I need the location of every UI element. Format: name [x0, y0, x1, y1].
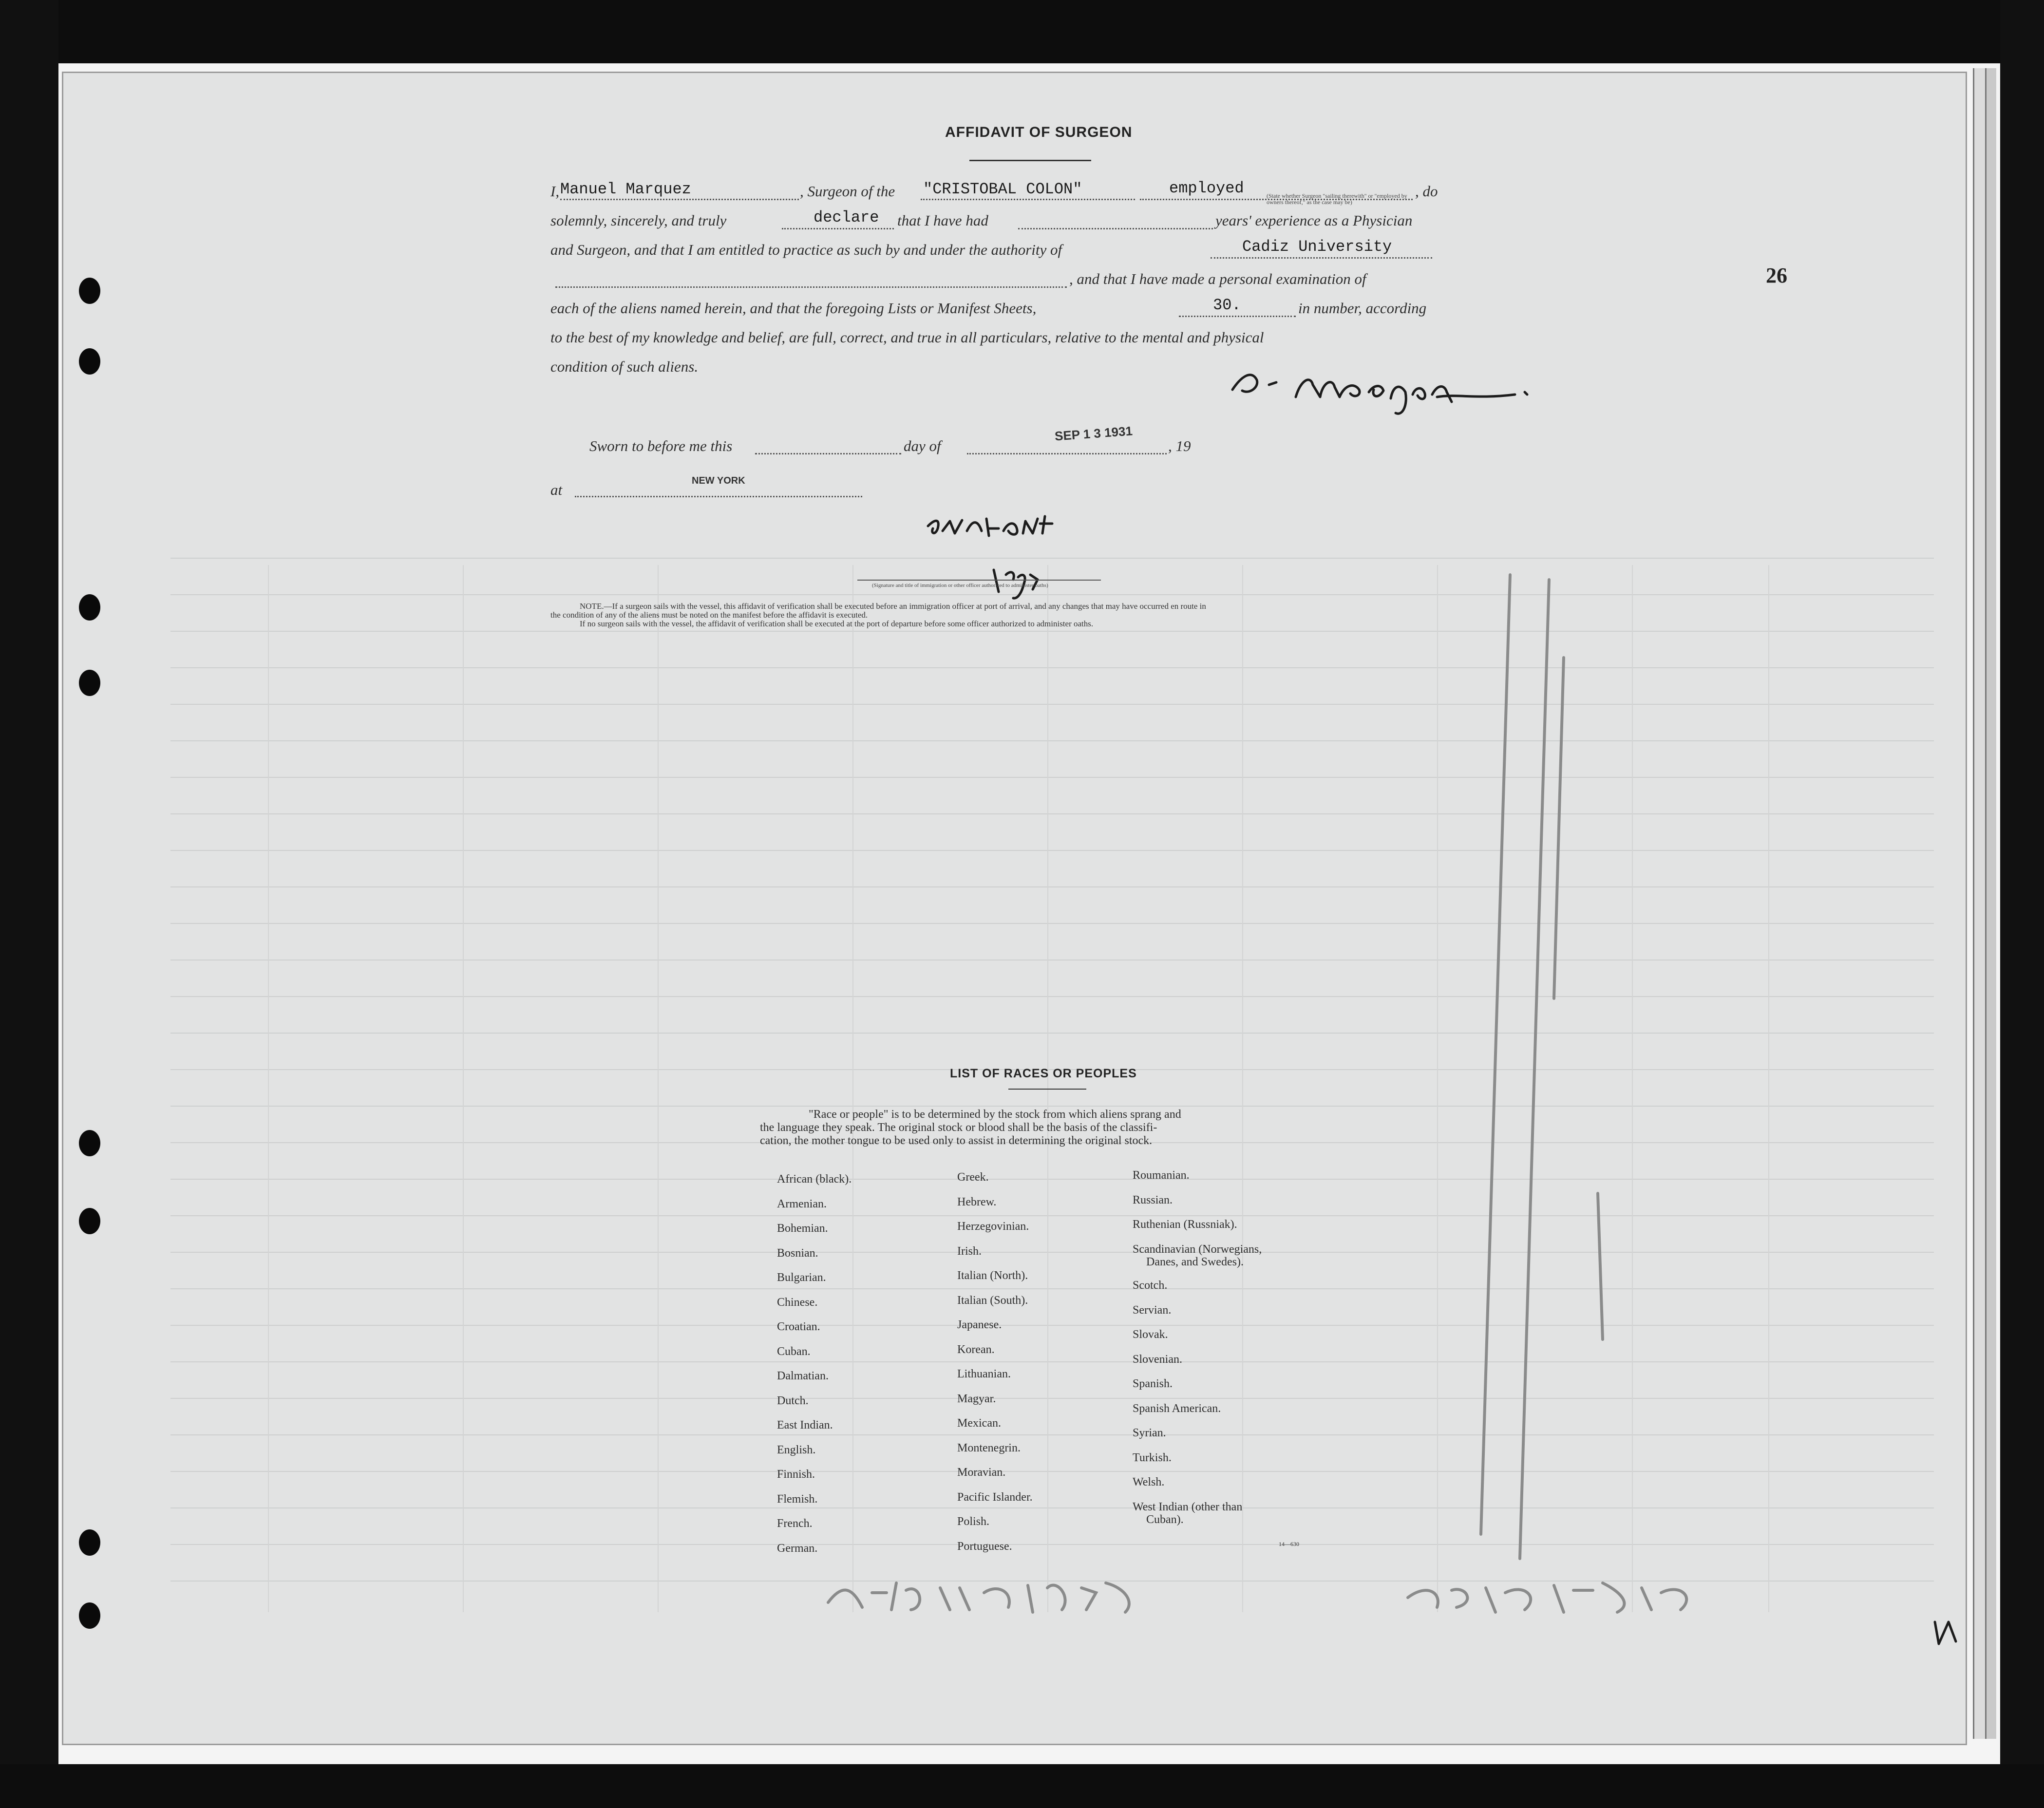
title-rule: [969, 160, 1091, 161]
condition-text: condition of such aliens.: [550, 358, 699, 375]
binding-hole: [79, 594, 100, 621]
race-item: Dalmatian.: [777, 1370, 829, 1382]
race-item: Servian.: [1133, 1303, 1172, 1317]
scan-border-left: [0, 0, 58, 1808]
race-item: Scandinavian (Norwegians,: [1133, 1243, 1262, 1256]
race-item: Russian.: [1133, 1193, 1173, 1206]
ship-name: "CRISTOBAL COLON": [923, 180, 1082, 198]
race-item: Moravian.: [957, 1466, 1006, 1479]
race-item: English.: [777, 1443, 816, 1456]
date-stamp: SEP 1 3 1931: [1054, 423, 1133, 444]
binding-hole: [79, 278, 100, 304]
year-text: , 19: [1168, 437, 1191, 454]
name-blank: [560, 199, 799, 200]
race-item: Italian (North).: [957, 1269, 1028, 1282]
race-item: Japanese.: [957, 1318, 1002, 1331]
race-item: Chinese.: [777, 1296, 818, 1309]
sworn-day-blank: [755, 453, 901, 454]
race-item: Turkish.: [1133, 1451, 1172, 1464]
authority-institution: Cadiz University: [1242, 238, 1392, 256]
note-line-1: NOTE.—If a surgeon sails with the vessel, this affidavit of verification shall be executed before an immigration officer at port of arrival, and any changes that may have occurred en route in: [580, 602, 1206, 611]
scan-border-bottom: [0, 1764, 2044, 1808]
ship-blank: [921, 199, 1135, 200]
officer-caption: (Signature and title of immigration or other officer authorized to administer oaths): [872, 583, 1048, 588]
affidavit-title: AFFIDAVIT OF SURGEON: [945, 124, 1133, 140]
race-item: Danes, and Swedes).: [1146, 1256, 1244, 1268]
ghost-column: [852, 565, 853, 1612]
race-item: Cuban.: [777, 1345, 811, 1358]
race-item: Bohemian.: [777, 1222, 828, 1235]
race-item: Flemish.: [777, 1492, 818, 1506]
races-title: LIST OF RACES OR PEOPLES: [950, 1067, 1137, 1080]
race-item: West Indian (other than: [1133, 1500, 1243, 1513]
affidavit-prefix: I,: [550, 183, 560, 200]
race-item: Pacific Islander.: [957, 1490, 1033, 1504]
count-blank: [1179, 316, 1296, 317]
race-item: Syrian.: [1133, 1427, 1166, 1439]
sworn-text: Sworn to before me this: [589, 437, 733, 454]
scan-border-top: [0, 0, 2044, 63]
race-item: Korean.: [957, 1343, 995, 1356]
race-item: Armenian.: [777, 1197, 827, 1210]
surgeon-signature: [1223, 356, 1564, 424]
manifest-page: [63, 73, 1966, 1744]
authority-blank-cont: [555, 286, 1067, 288]
form-code: 14—630: [1279, 1541, 1299, 1547]
page-number: 26: [1766, 264, 1787, 287]
race-item: Italian (South).: [957, 1294, 1028, 1307]
examination-text: , and that I have made a personal examination of: [1069, 270, 1366, 287]
race-item: Portuguese.: [957, 1540, 1012, 1553]
knowledge-text: to the best of my knowledge and belief, are full, correct, and true in all particulars, relative to the mental and physical: [550, 329, 1264, 346]
years-blank: [1018, 228, 1213, 229]
sheet-count: 30.: [1213, 296, 1241, 314]
note-line-2: the condition of any of the aliens must be noted on the manifest before the affidavit is executed.: [550, 610, 868, 620]
race-item: Bulgarian.: [777, 1271, 826, 1284]
surgeon-name: Manuel Marquez: [560, 180, 691, 198]
race-item: French.: [777, 1517, 813, 1530]
race-item: Irish.: [957, 1244, 982, 1258]
race-item: German.: [777, 1542, 818, 1555]
day-of-text: day of: [904, 437, 941, 454]
race-item: Polish.: [957, 1515, 990, 1528]
corner-mark: [1929, 1612, 1963, 1651]
solemnly-text: solemnly, sincerely, and truly: [550, 212, 727, 229]
race-item: East Indian.: [777, 1419, 833, 1431]
ghost-column: [1437, 565, 1438, 1612]
sworn-month-blank: [967, 453, 1167, 454]
binding-hole: [79, 1130, 100, 1156]
binding-hole: [79, 670, 100, 696]
races-intro-3: cation, the mother tongue to be used only to assist in determining the original stock.: [760, 1134, 1153, 1147]
race-item: Lithuanian.: [957, 1368, 1011, 1380]
race-item: Finnish.: [777, 1468, 815, 1481]
race-item: Spanish.: [1133, 1377, 1173, 1390]
employment-note: (State whether Surgeon "sailing therewith" or "employed by owners thereof," as the case may be): [1267, 192, 1407, 206]
binding-hole: [79, 348, 100, 375]
race-item: Cuban).: [1146, 1513, 1184, 1526]
race-item: Slovenian.: [1133, 1353, 1182, 1366]
do-text: , do: [1415, 183, 1438, 200]
ghost-column: [268, 565, 269, 1612]
authority-text: and Surgeon, and that I am entitled to practice as such by and under the authority of: [550, 241, 1062, 258]
race-item: Roumanian.: [1133, 1169, 1190, 1182]
in-number-text: in number, according: [1298, 300, 1427, 317]
race-item: Welsh.: [1133, 1476, 1165, 1488]
officer-signature: [921, 507, 1125, 609]
race-item: Hebrew.: [957, 1195, 997, 1208]
years-experience-text: years' experience as a Physician: [1215, 212, 1413, 229]
race-item: Greek.: [957, 1171, 989, 1184]
race-item: Slovak.: [1133, 1328, 1168, 1341]
note-line-3: If no surgeon sails with the vessel, the affidavit of verification shall be executed at the port of departure before some officer authorized to administer oaths.: [580, 619, 1094, 628]
race-item: Magyar.: [957, 1392, 996, 1405]
race-item: Herzegovinian.: [957, 1220, 1029, 1233]
race-item: Bosnian.: [777, 1246, 818, 1260]
binding-hole: [79, 1602, 100, 1629]
races-intro-1: "Race or people" is to be determined by the stock from which aliens sprang and: [809, 1108, 1181, 1121]
place-stamp: NEW YORK: [692, 475, 745, 486]
race-item: African (black).: [777, 1173, 852, 1186]
manifest-text: each of the aliens named herein, and that the foregoing Lists or Manifest Sheets,: [550, 300, 1037, 317]
declaration-blank: [782, 228, 894, 229]
at-text: at: [550, 481, 563, 498]
have-had-text: that I have had: [897, 212, 988, 229]
race-item: Mexican.: [957, 1417, 1001, 1430]
page-stack-edge: [1985, 68, 1996, 1739]
ghost-column: [658, 565, 659, 1612]
races-title-rule: [1008, 1089, 1086, 1090]
race-item: Scotch.: [1133, 1279, 1168, 1292]
binding-hole: [79, 1529, 100, 1556]
ghost-column: [1768, 565, 1769, 1612]
scan-border-right: [2000, 0, 2044, 1808]
employment-status: employed: [1169, 179, 1244, 197]
authority-blank: [1211, 257, 1432, 259]
ghost-column: [463, 565, 464, 1612]
bleed-through-marks: [1452, 560, 1695, 1583]
ghost-column: [1242, 565, 1243, 1612]
race-item: Dutch.: [777, 1394, 809, 1407]
officer-blank: [857, 580, 1101, 581]
race-item: Spanish American.: [1133, 1402, 1221, 1415]
race-item: Montenegrin.: [957, 1441, 1021, 1454]
binding-hole: [79, 1208, 100, 1234]
surgeon-of-text: , Surgeon of the: [800, 183, 895, 200]
place-blank: [575, 496, 862, 497]
race-item: Croatian.: [777, 1320, 820, 1333]
declaration-word: declare: [814, 208, 879, 226]
race-item: Ruthenian (Russniak).: [1133, 1218, 1237, 1231]
races-intro-2: the language they speak. The original stock or blood shall be the basis of the classifi-: [760, 1121, 1157, 1134]
